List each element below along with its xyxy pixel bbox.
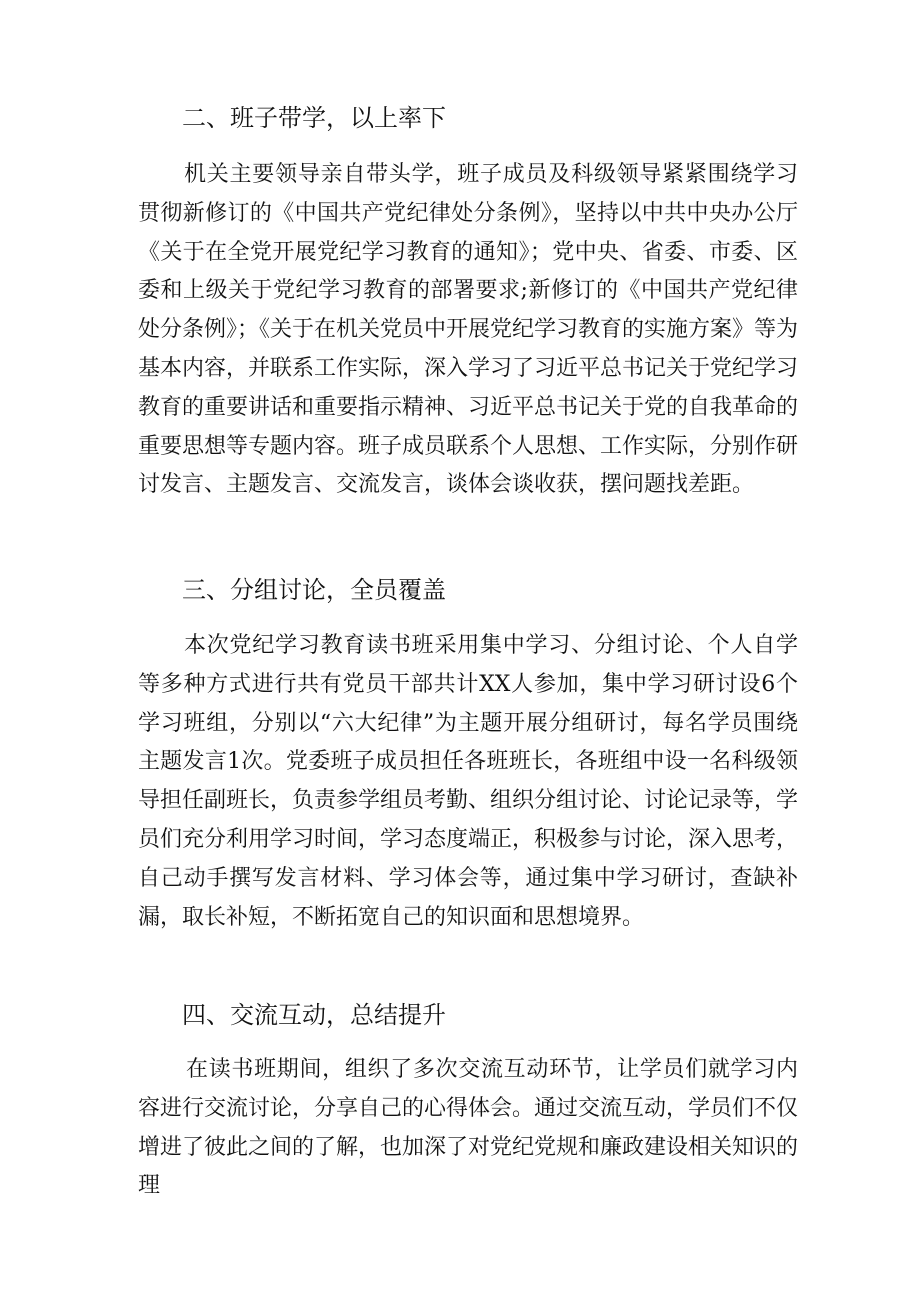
section-paragraph-2: 机关主要领导亲自带头学，班子成员及科级领导紧紧围绕学习贯彻新修订的《中国共产党纪律处分条例》，坚持以中共中央办公厅《关于在全党开展党纪学习教育的通知》；党中央、省委、市委、区委和上级关于党纪学习教育的部署要求;新修订的《中国共产党纪律处分条例》；《关于在机关党员中开展党纪学习教育的实施方案》等为基本内容，并联系工作实际，深入学习了习近平总书记关于党纪学习教育的重要讲话和重要指示精神、习近平总书记关于党的自我革命的重要思想等专题内容。班子成员联系个人思想、工作实际，分别作研讨发言、主题发言、交流发言，谈体会谈收获，摆问题找差距。 [138,162,799,498]
section-heading-2: 二、班子带学，以上率下 [182,104,446,132]
section-heading-3: 三、分组讨论，全员覆盖 [182,576,446,604]
section-heading-4: 四、交流互动，总结提升 [182,1001,446,1029]
section-paragraph-4: 在读书班期间，组织了多次交流互动环节，让学员们就学习内容进行交流讨论，分享自己的心得体会。通过交流互动，学员们不仅增进了彼此之间的了解，也加深了对党纪党规和廉政建设相关知识的理 [138,1057,799,1199]
section-paragraph-3: 本次党纪学习教育读书班采用集中学习、分组讨论、个人自学等多种方式进行共有党员干部共计XX人参加，集中学习研讨设6个学习班组，分别以“六大纪律”为主题开展分组研讨，每名学员围绕主题发言1次。党委班子成员担任各班班长，各班组中设一名科级领导担任副班长，负责参学组员考勤、组织分组讨论、讨论记录等，学员们充分利用学习时间，学习态度端正，积极参与讨论，深入思考，自己动手撰写发言材料、学习体会等，通过集中学习研讨，查缺补漏，取长补短，不断拓宽自己的知识面和思想境界。 [138,633,799,930]
